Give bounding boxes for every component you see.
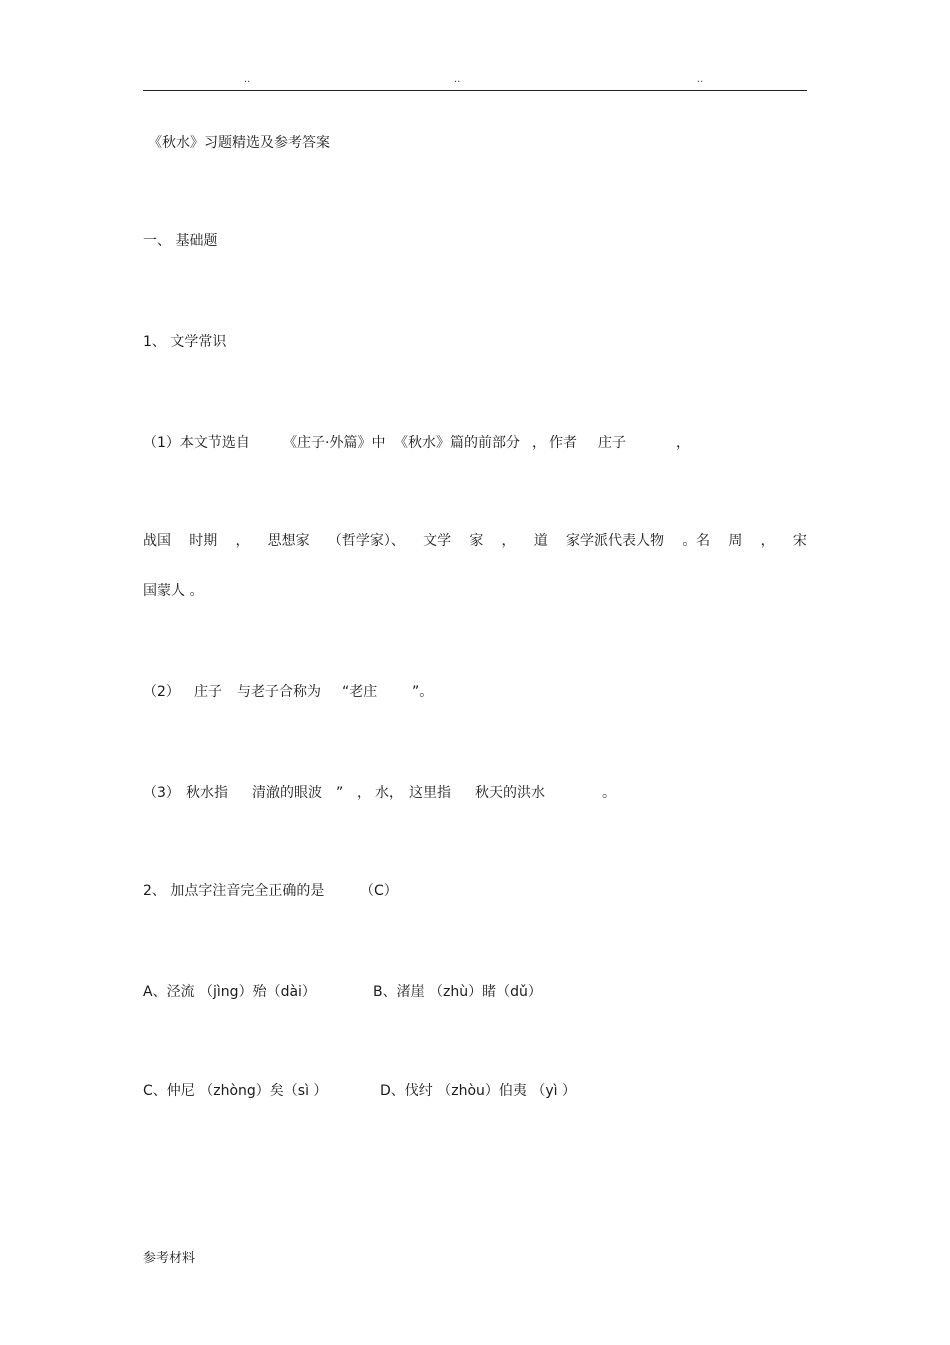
answer-zhuangzi: 庄子 <box>194 684 222 700</box>
text-fragment: 道 <box>533 533 548 549</box>
author-answer: 庄子 <box>598 435 626 451</box>
item-text: 这里指 <box>409 785 451 801</box>
header-mark-right: .. <box>697 74 704 85</box>
period: 。 <box>602 785 616 801</box>
closing-quote: ”。 <box>412 684 434 700</box>
text-fragment: 家学派代表人物 <box>565 533 664 549</box>
text-fragment: 文学 <box>423 533 452 549</box>
item-text: 秋水指 <box>186 785 228 801</box>
question-1-item-1-line-2 <box>143 532 807 550</box>
question-1-heading: 1、 文学常识 <box>143 334 227 350</box>
chapter-text: 《秋水》篇的前部分 <box>394 435 520 451</box>
question-2-heading: 2、 加点字注音完全正确的是 <box>143 883 325 899</box>
option-c: C、仲尼 （zhòng）矣（sì ） <box>143 1083 328 1099</box>
document-title: 《秋水》习题精选及参考答案 <box>148 135 330 151</box>
comma: ， <box>676 435 690 451</box>
item-text: 水， <box>375 785 403 801</box>
comma: ， <box>357 785 371 801</box>
answer-autumn-flood: 秋天的洪水 <box>475 785 545 801</box>
source-text: 《庄子·外篇》中 <box>283 435 386 451</box>
answer-period: 战国 <box>143 533 171 549</box>
text-fragment: 宋 <box>792 533 807 549</box>
closing-quote: ” <box>336 785 344 801</box>
header-mark-left: .. <box>244 74 251 85</box>
option-d: D、伐纣 （zhòu）伯夷 （yì ） <box>380 1083 576 1099</box>
option-b: B、渚崖 （zhù）睹（dǔ） <box>373 984 542 1000</box>
section-heading-basic: 一、 基础题 <box>143 233 218 249</box>
author-label: 作者 <box>549 435 577 451</box>
text-fragment: ， <box>760 533 775 549</box>
comma: ， <box>532 435 546 451</box>
text-fragment: 家 <box>469 533 484 549</box>
question-1-item-1-line-3: 国蒙人 。 <box>143 583 204 599</box>
item-label: （3） <box>143 785 180 801</box>
text-fragment: 。名 <box>682 533 711 549</box>
text-fragment: （哲学家）、 <box>327 533 405 549</box>
header-mark-center: .. <box>454 74 461 85</box>
option-a: A、泾流 （jìng）殆（dài） <box>143 984 316 1000</box>
page-footer: 参考材料 <box>143 1251 196 1266</box>
text-fragment: 周 <box>728 533 743 549</box>
item-label: （1） <box>143 435 180 451</box>
question-2-answer: （C） <box>360 883 398 899</box>
item-text: 本文节选自 <box>179 435 250 451</box>
answer-laozhuang: “老庄 <box>342 684 378 700</box>
text-fragment: ， <box>235 533 250 549</box>
text-fragment: 时期 <box>189 533 218 549</box>
text-fragment: 思想家 <box>267 533 310 549</box>
answer-clear-eyes: 清澈的眼波 <box>252 785 322 801</box>
header-rule <box>143 90 807 91</box>
item-text: 与老子合称为 <box>237 684 321 700</box>
question-1-item-1 <box>143 434 250 452</box>
text-fragment: ， <box>501 533 516 549</box>
item-label: （2） <box>143 684 180 700</box>
